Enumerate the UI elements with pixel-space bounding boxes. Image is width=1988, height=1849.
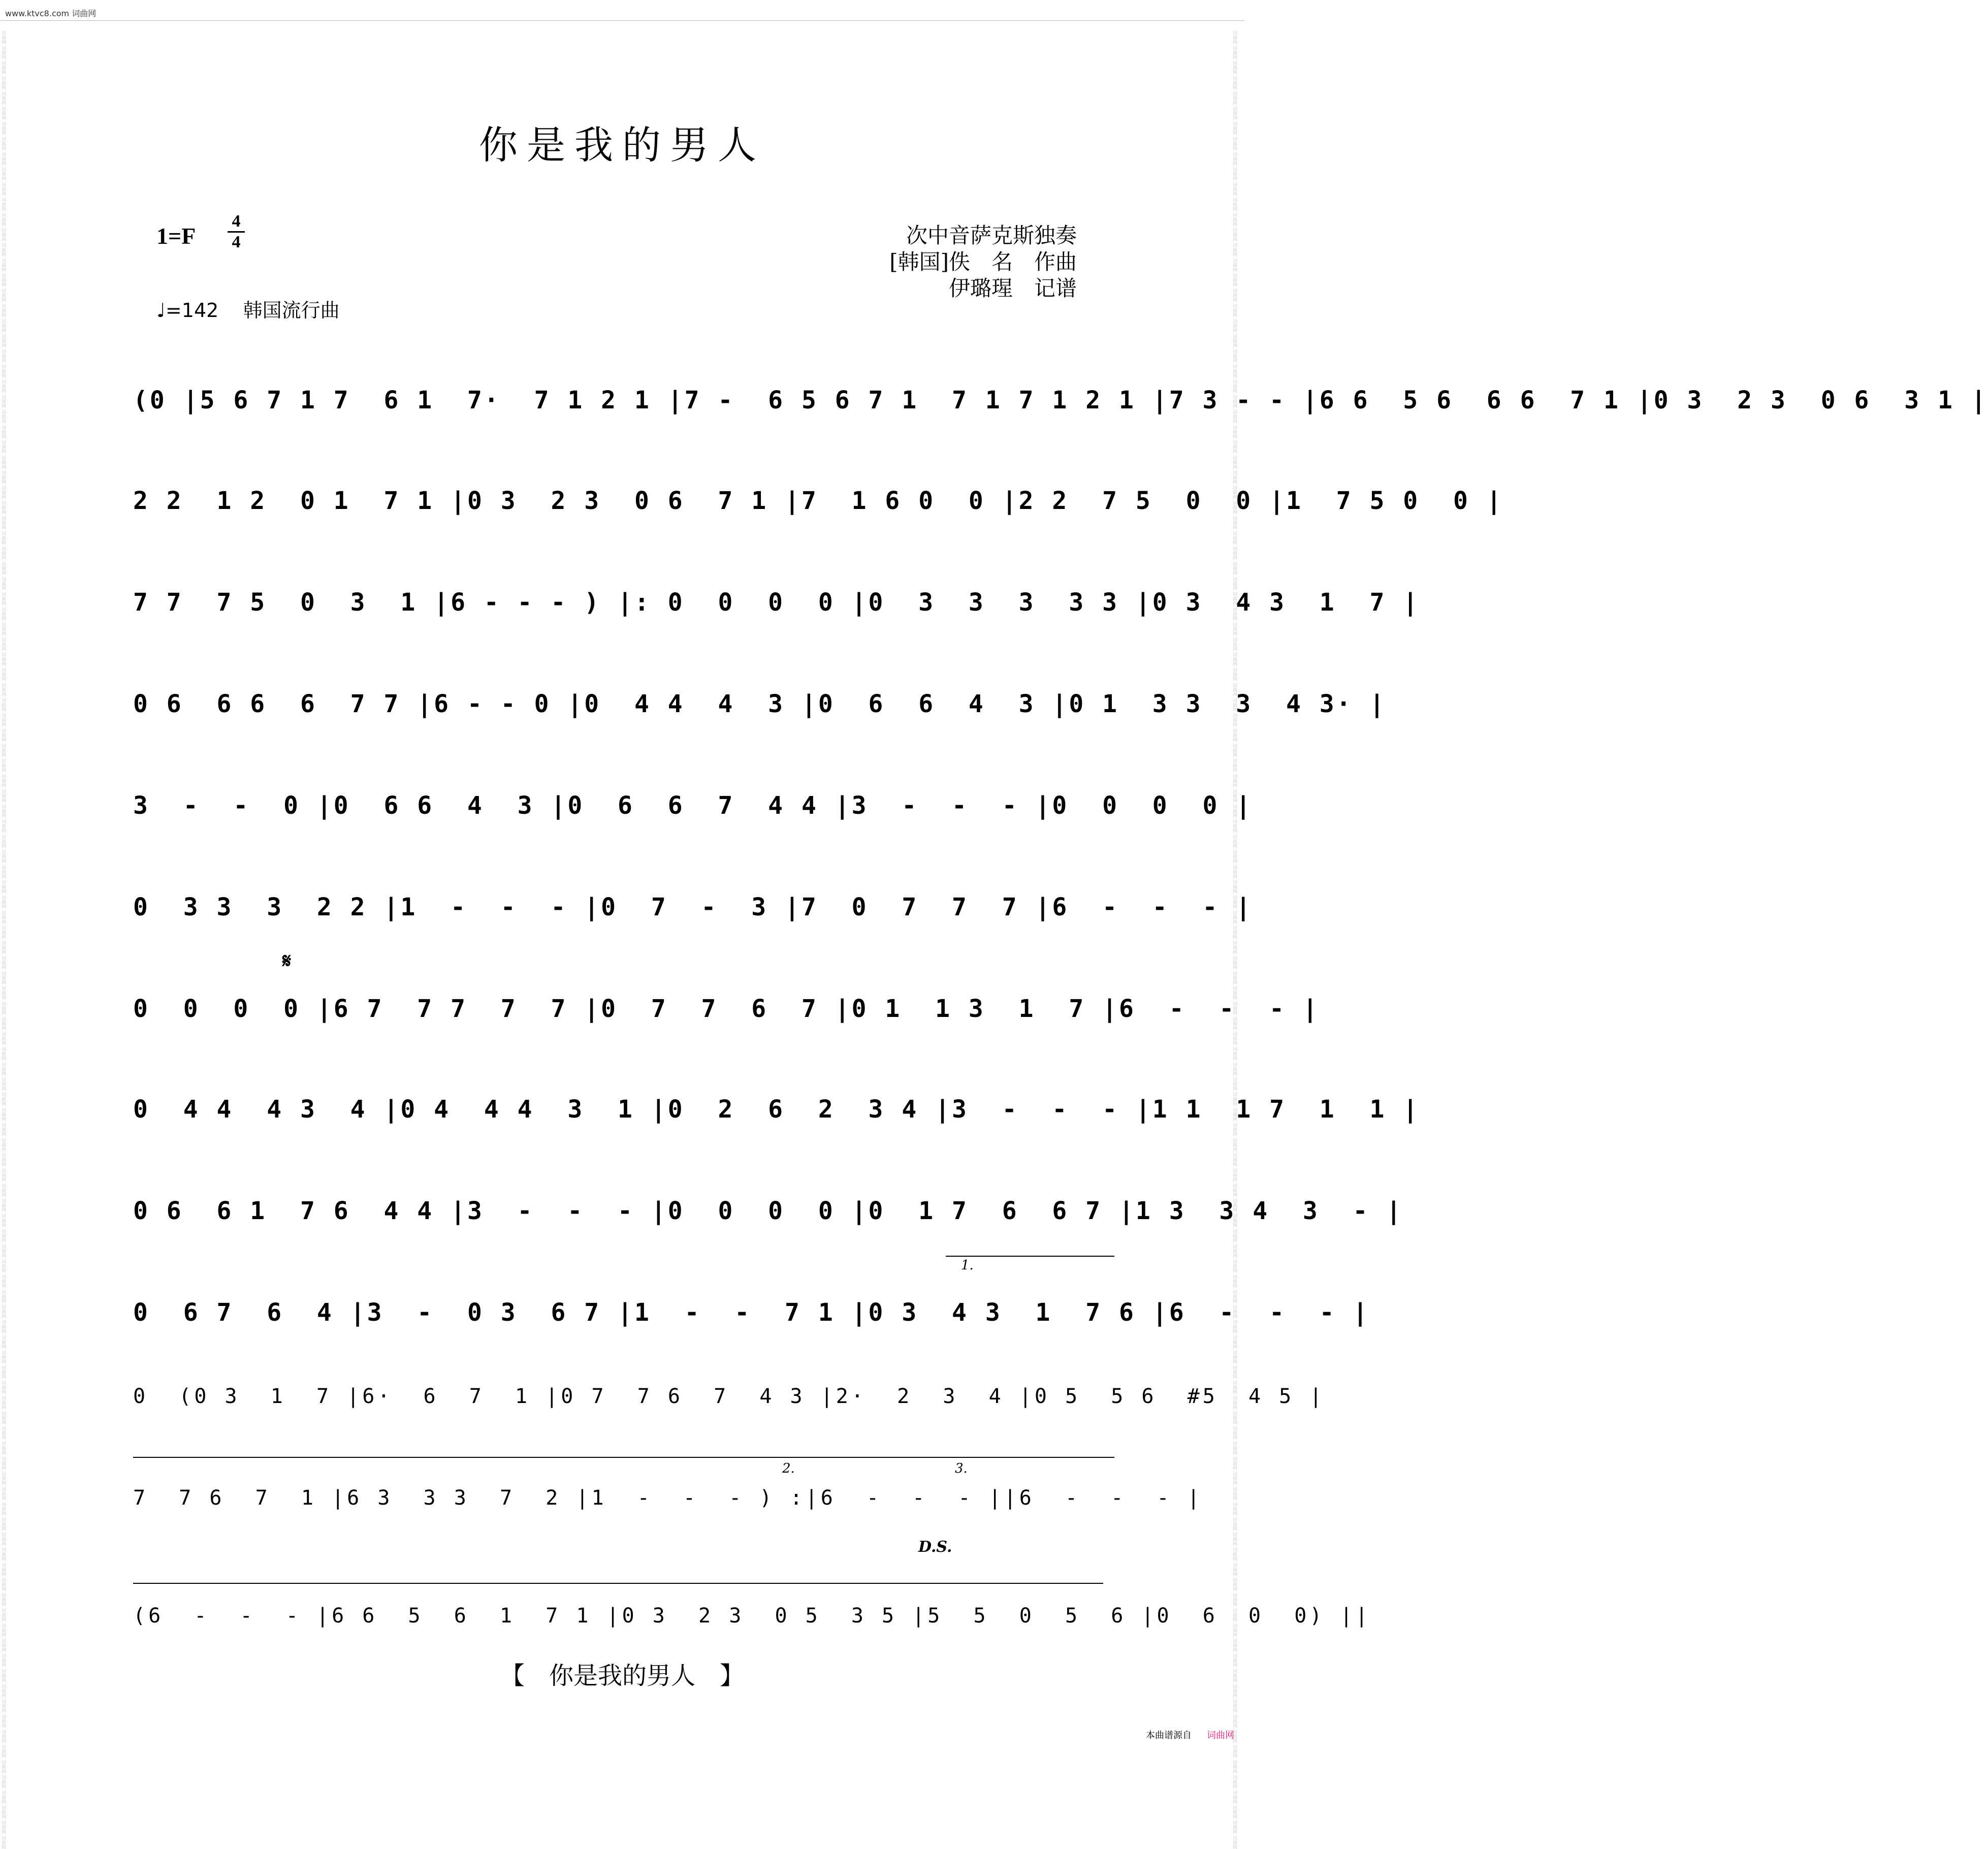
score-row xyxy=(133,1380,1325,1425)
score-row-notes: (6 - - - |6 6 5 6 1 7 1 |0 3 2 3 0 5 3 5 |5 5 0 5 6 |0 6 0 0) || xyxy=(133,1604,1371,1628)
score-row xyxy=(133,685,1387,730)
score-row-notes: 0 3 3 3 2 2 |1 - - - |0 7 - 3 |7 0 7 7 7 |6 - - - | xyxy=(133,893,1253,921)
key-signature: 1=F xyxy=(156,223,196,249)
genre-label: 韩国流行曲 xyxy=(243,299,340,322)
volta3-label: 3. xyxy=(955,1461,968,1476)
score-row-notes: 2 2 1 2 0 1 7 1 |0 3 2 3 0 6 7 1 |7 1 6 0 0 |2 2 7 5 0 0 |1 7 5 0 0 | xyxy=(133,487,1503,515)
time-signature xyxy=(228,212,245,251)
top-divider xyxy=(0,20,1244,21)
score-row xyxy=(133,482,1503,527)
tempo-mark: ♩=142 xyxy=(156,299,219,322)
side-watermark-right: 词曲网 词曲网 词曲网 词曲网 词曲网 词曲网 词曲网 词曲网 词曲网 词曲网 词曲网 词曲网 词曲网 词曲网 词曲网 词曲网 词曲网 词曲网 词曲网 词曲网 词曲网 词曲网 词曲网 词曲网 词曲网 词曲网 词曲网 词曲网 词曲网 词曲网 词曲网 词曲网 词曲网 词曲网 词曲网 词曲网 词曲网 词曲网 词曲网 词曲网 词曲网 词曲网 词曲网 词曲网 词曲网 词曲网 词曲网 词曲网 词曲网 词曲网 词曲网 词曲网 词曲网 词曲网 词曲网 词曲网 词曲网 词曲网 词曲网 词曲网 词曲网 词曲网 词曲网 词曲网 词曲网 词曲网 词曲网 词曲网 词曲网 词曲网 词曲网 词曲网 词曲网 词曲网 词曲网 词曲网 词曲网 词曲网 词曲网 词曲网 词曲网 词曲网 词曲网 词曲网 词曲网 词曲网 词曲网 词曲网 词曲网 词曲网 词曲网 词曲网 词曲网 词曲网 词曲网 词曲网 词曲网 词曲网 词曲网 词曲网 词曲网 词曲网 词曲网 词曲网 词曲网 词曲网 词曲网 词曲网 词曲网 词曲网 词曲网 词曲网 词曲网 词曲网 词曲网 词曲网 词曲网 词曲网 词曲网 词曲网 xyxy=(1232,30,1237,1849)
ds-mark: D.S. xyxy=(918,1538,952,1556)
song-title: 你是我的男人 xyxy=(479,122,765,168)
score-row-notes: 0 6 6 6 6 7 7 |6 - - 0 |0 4 4 4 3 |0 6 6 4 3 |0 1 3 3 3 4 3· | xyxy=(133,690,1387,718)
time-sig-bottom: 4 xyxy=(232,233,241,251)
side-watermark-left: 词曲网 词曲网 词曲网 词曲网 词曲网 词曲网 词曲网 词曲网 词曲网 词曲网 词曲网 词曲网 词曲网 词曲网 词曲网 词曲网 词曲网 词曲网 词曲网 词曲网 词曲网 词曲网 词曲网 词曲网 词曲网 词曲网 词曲网 词曲网 词曲网 词曲网 词曲网 词曲网 词曲网 词曲网 词曲网 词曲网 词曲网 词曲网 词曲网 词曲网 词曲网 词曲网 词曲网 词曲网 词曲网 词曲网 词曲网 词曲网 词曲网 词曲网 词曲网 词曲网 词曲网 词曲网 词曲网 词曲网 词曲网 词曲网 词曲网 词曲网 词曲网 词曲网 词曲网 词曲网 词曲网 词曲网 词曲网 词曲网 词曲网 词曲网 词曲网 词曲网 词曲网 词曲网 词曲网 词曲网 词曲网 词曲网 词曲网 词曲网 词曲网 词曲网 词曲网 词曲网 词曲网 词曲网 词曲网 词曲网 词曲网 词曲网 词曲网 词曲网 词曲网 词曲网 词曲网 词曲网 词曲网 词曲网 词曲网 词曲网 词曲网 词曲网 词曲网 词曲网 词曲网 词曲网 词曲网 词曲网 词曲网 词曲网 词曲网 词曲网 词曲网 词曲网 词曲网 词曲网 词曲网 词曲网 词曲网 词曲网 xyxy=(1,30,6,1849)
credit-transcriber: 伊璐瑆 记谱 xyxy=(948,276,1077,301)
score-row xyxy=(133,888,1253,934)
credit-instrument: 次中音萨克斯独奏 xyxy=(906,223,1077,248)
coda-top-line xyxy=(133,1583,1103,1584)
score-row-notes: 0 4 4 4 3 4 |0 4 4 4 3 1 |0 2 6 2 3 4 |3 - - - |1 1 1 7 1 1 | xyxy=(133,1095,1420,1124)
source-brand: 词曲网 xyxy=(1207,1730,1234,1741)
score-row xyxy=(133,1293,1370,1339)
segno-mark: 𝄋 xyxy=(282,949,292,973)
volta1-bracket xyxy=(946,1256,1114,1257)
score-row-notes: 7 7 7 5 0 3 1 |6 - - - ) |: 0 0 0 0 |0 3 3 3 3 3 |0 3 4 3 1 7 | xyxy=(133,588,1420,617)
score-row-notes: 3 - - 0 |0 6 6 4 3 |0 6 6 7 4 4 |3 - - - |0 0 0 0 | xyxy=(133,791,1253,820)
tempo-genre xyxy=(156,295,340,323)
score-row xyxy=(133,1599,1371,1645)
score-row-notes: 0 6 7 6 4 |3 - 0 3 6 7 |1 - - 7 1 |0 3 4 3 1 7 6 |6 - - - | xyxy=(133,1298,1370,1327)
volta2-label: 2. xyxy=(782,1461,795,1476)
score-row-notes: 0 0 0 0 |6 7 7 7 7 7 |0 7 7 6 7 |0 1 1 3 1 7 |6 - - - | xyxy=(133,995,1320,1023)
score-row xyxy=(133,990,1320,1035)
volta1-label: 1. xyxy=(961,1258,974,1273)
score-row xyxy=(133,381,1988,427)
score-row xyxy=(133,786,1253,832)
score-row xyxy=(133,1192,1403,1237)
score-row-notes: 7 7 6 7 1 |6 3 3 3 7 2 |1 - - - ) :|6 - - - ||6 - - - | xyxy=(133,1486,1203,1510)
score-row xyxy=(133,1090,1420,1136)
credit-composer: [韩国]佚 名 作曲 xyxy=(889,249,1077,274)
credits xyxy=(889,222,1077,302)
time-sig-top: 4 xyxy=(232,212,241,231)
score-row xyxy=(133,1481,1203,1527)
score-row xyxy=(133,583,1420,629)
score-row-notes: 0 6 6 1 7 6 4 4 |3 - - - |0 0 0 0 |0 1 7 6 6 7 |1 3 3 4 3 - | xyxy=(133,1197,1403,1225)
footer-title: 【 你是我的男人 】 xyxy=(500,1662,744,1690)
source-note xyxy=(1146,1728,1234,1741)
score-row-notes: (0 |5 6 7 1 7 6 1 7· 7 1 2 1 |7 - 6 5 6 7 1 7 1 7 1 2 1 |7 3 - - |6 6 5 6 6 6 7 1 |0 3 2 3 0 6 3 1 | xyxy=(133,386,1988,415)
row12-top-line xyxy=(133,1457,1114,1458)
source-label: 本曲谱源自 xyxy=(1146,1730,1192,1741)
site-label: www.ktvc8.com 词曲网 xyxy=(5,9,97,18)
score-row-notes: 0 (0 3 1 7 |6· 6 7 1 |0 7 7 6 7 4 3 |2· 2 3 4 |0 5 5 6 #5 4 5 | xyxy=(133,1385,1325,1408)
